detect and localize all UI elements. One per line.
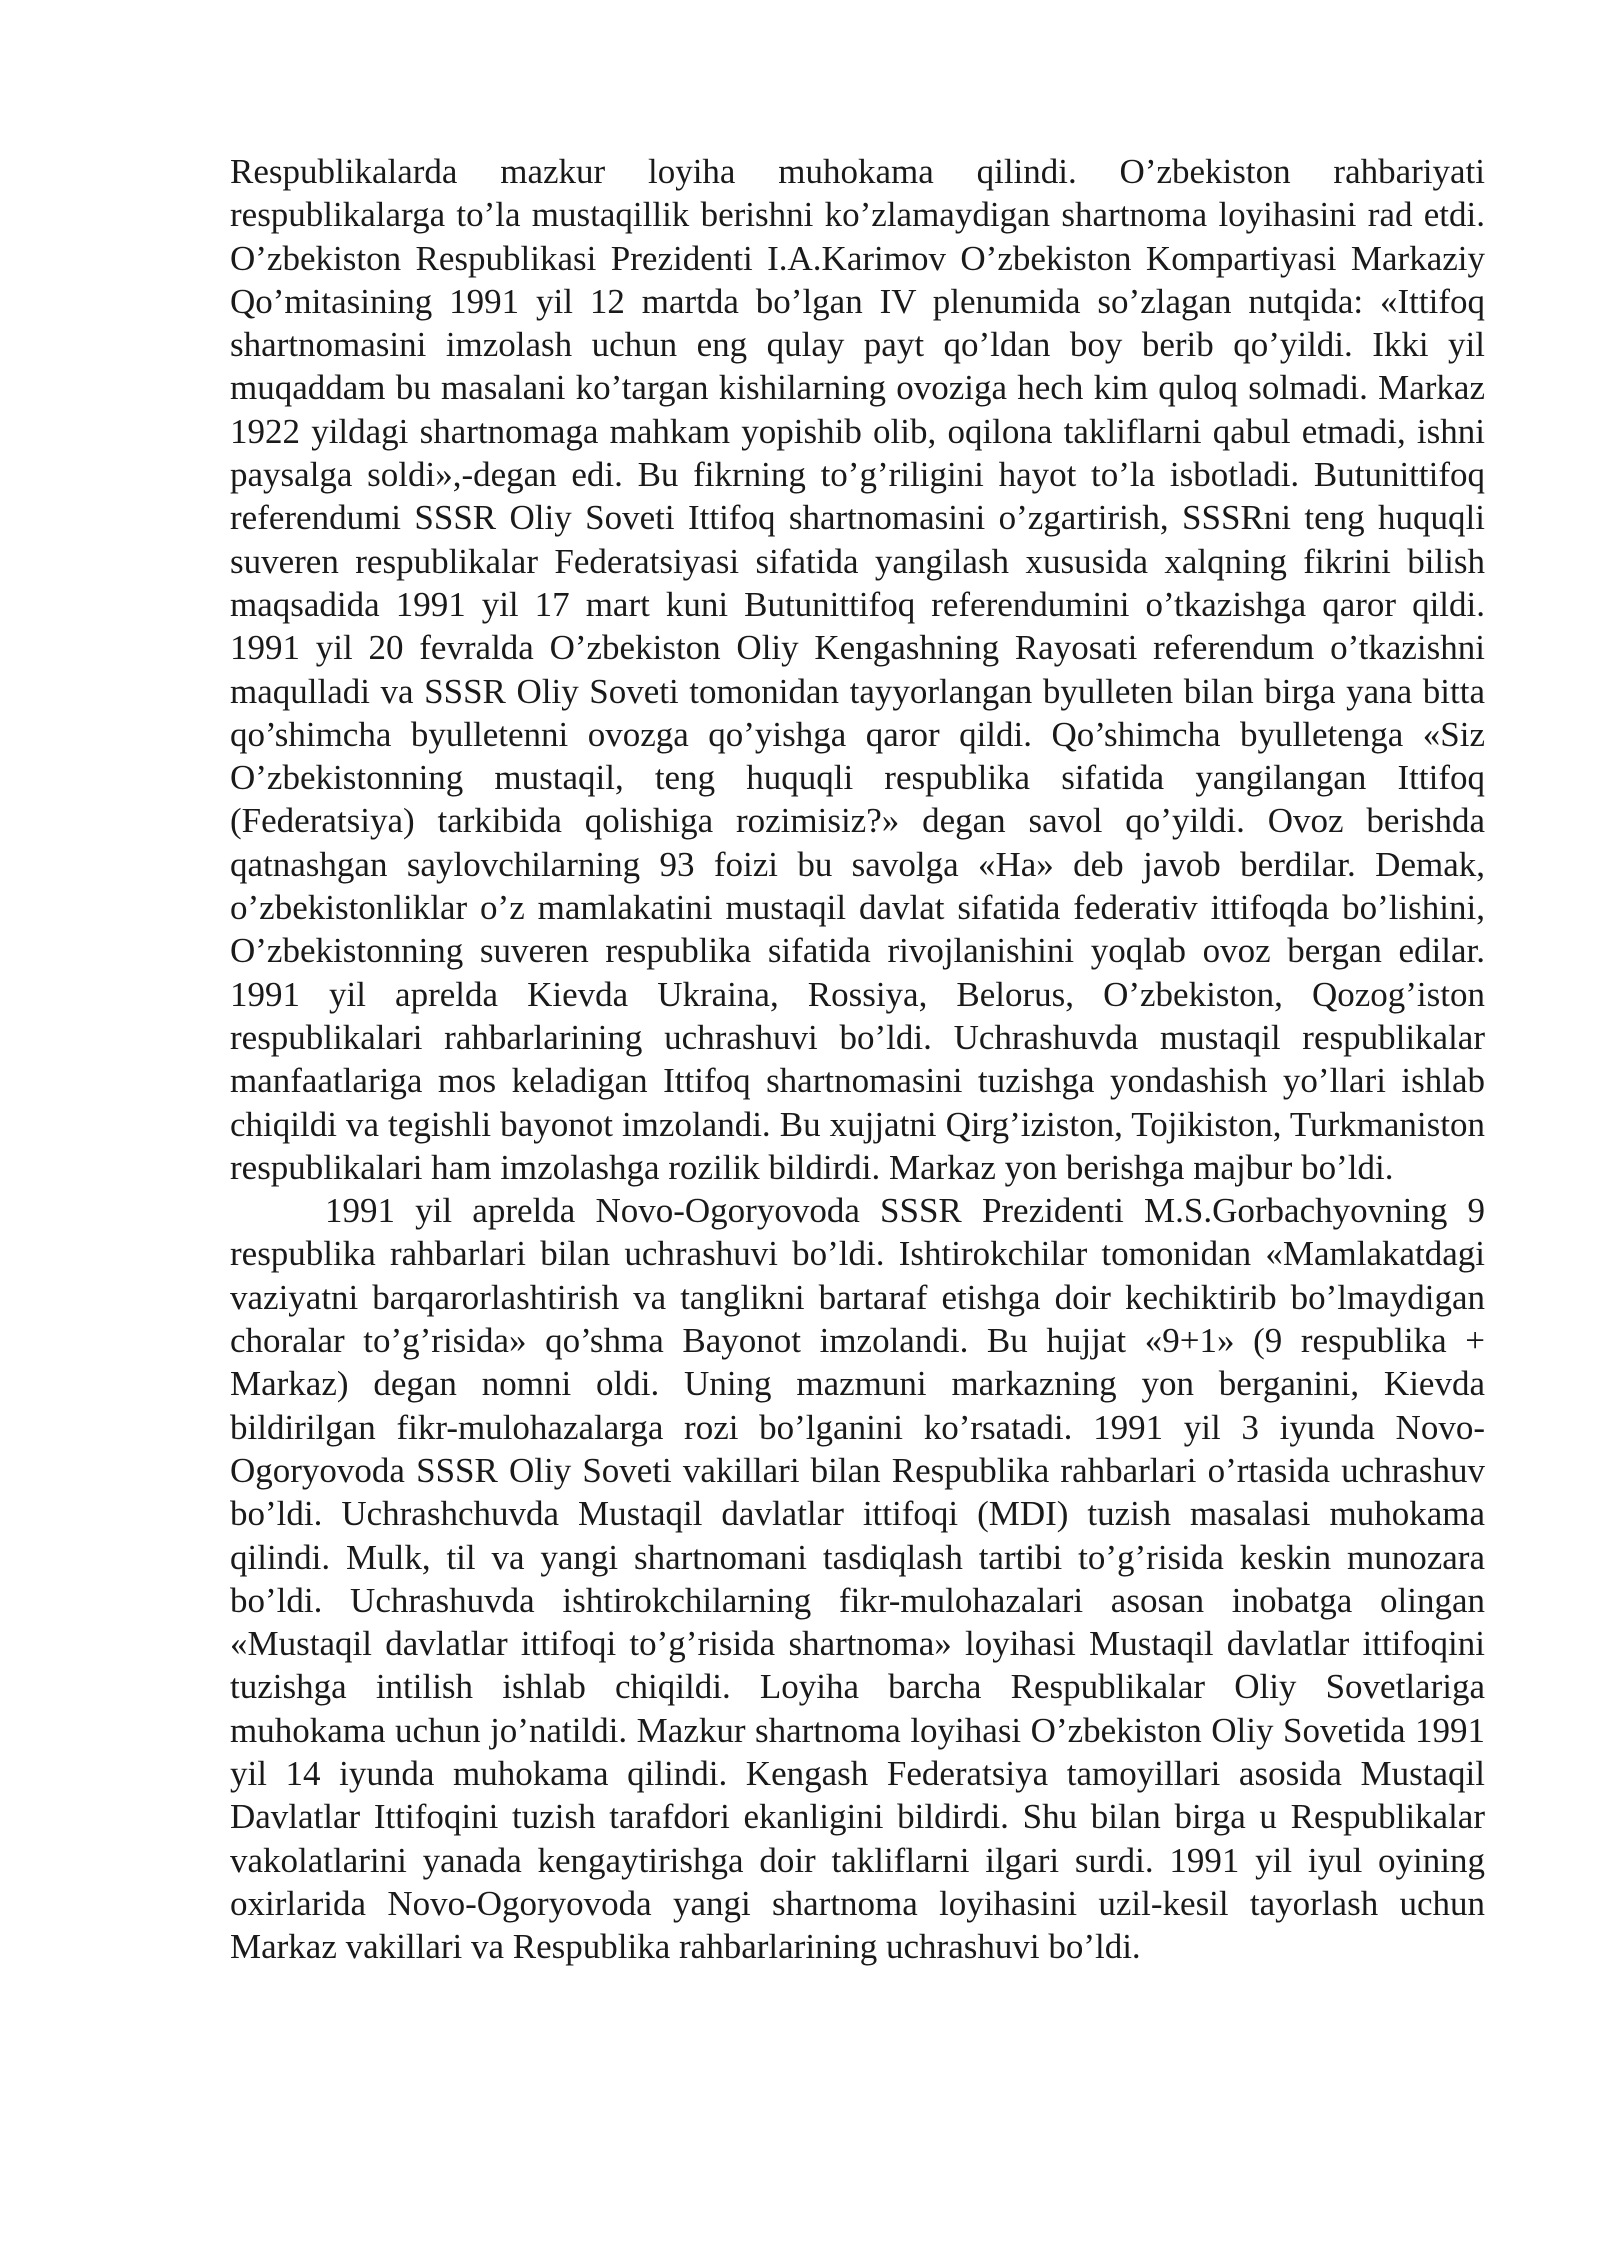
document-page [230, 150, 1485, 1968]
paragraph-referendum: Respublikalarda mazkur loyiha muhokama qilindi. O’zbekiston rahbariyati respublikalarga to’la mustaqillik berishni ko’zlamaydigan shartnoma loyihasini rad etdi. O’zbekiston Respublikasi Prezidenti I.A.Karimov O’zbekiston Kompartiyasi Markaziy Qo’mitasining 1991 yil 12 martda bo’lgan IV plenumida so’zlagan nutqida: «Ittifoq shartnomasini imzolash uchun eng qulay payt qo’ldan boy berib qo’yildi. Ikki yil muqaddam bu masalani ko’targan kishilarning ovoziga hech kim quloq solmadi. Markaz 1922 yildagi shartnomaga mahkam yopishib olib, oqilona takliflarni qabul etmadi, ishni paysalga soldi»,-degan edi. Bu fikrning to’g’riligini hayot to’la isbotladi. Butunittifoq referendumi SSSR Oliy Soveti Ittifoq shartnomasini o’zgartirish, SSSRni teng huquqli suveren respublikalar Federatsiyasi sifatida yangilash xususida xalqning fikrini bilish maqsadida 1991 yil 17 mart kuni Butunittifoq referendumini o’tkazishga qaror qildi. 1991 yil 20 fevralda O’zbekiston Oliy Kengashning Rayosati referendum o’tkazishni maqulladi va SSSR Oliy Soveti tomonidan tayyorlangan byulleten bilan birga yana bitta qo’shimcha byulletenni ovozga qo’yishga qaror qildi. Qo’shimcha byulletenga «Siz O’zbekistonning mustaqil, teng huquqli respublika sifatida yangilangan Ittifoq (Federatsiya) tarkibida qolishiga rozimisiz?» degan savol qo’yildi. Ovoz berishda qatnashgan saylovchilarning 93 foizi bu savolga «Ha» deb javob berdilar. Demak, o’zbekistonliklar o’z mamlakatini mustaqil davlat sifatida federativ ittifoqda bo’lishini, O’zbekistonning suveren respublika sifatida rivojlanishini yoqlab ovoz bergan edilar. 1991 yil aprelda Kievda Ukraina, Rossiya, Belorus, O’zbekiston, Qozog’iston respublikalari rahbarlarining uchrashuvi bo’ldi. Uchrashuvda mustaqil respublikalar manfaatlariga mos keladigan Ittifoq shartnomasini tuzishga yondashish yo’llari ishlab chiqildi va tegishli bayonot imzolandi. Bu xujjatni Qirg’iziston, Tojikiston, Turkmaniston respublikalari ham imzolashga rozilik bildirdi. Markaz yon berishga majbur bo’ldi. [230, 152, 1485, 1187]
paragraph-novo-ogoryovo: 1991 yil aprelda Novo-Ogoryovoda SSSR Prezidenti M.S.Gorbachyovning 9 respublika rahbarlari bilan uchrashuvi bo’ldi. Ishtirokchilar tomonidan «Mamlakatdagi vaziyatni barqarorlashtirish va tanglikni bartaraf etishga doir kechiktirib bo’lmaydigan choralar to’g’risida» qo’shma Bayonot imzolandi. Bu hujjat «9+1» (9 respublika + Markaz) degan nomni oldi. Uning mazmuni markazning yon berganini, Kievda bildirilgan fikr-mulohazalarga rozi bo’lganini ko’rsatadi. 1991 yil 3 iyunda Novo-Ogoryovoda SSSR Oliy Soveti vakillari bilan Respublika rahbarlari o’rtasida uchrashuv bo’ldi. Uchrashchuvda Mustaqil davlatlar ittifoqi (MDI) tuzish masalasi muhokama qilindi. Mulk, til va yangi shartnomani tasdiqlash tartibi to’g’risida keskin munozara bo’ldi. Uchrashuvda ishtirokchilarning fikr-mulohazalari asosan inobatga olingan «Mustaqil davlatlar ittifoqi to’g’risida shartnoma» loyihasi Mustaqil davlatlar ittifoqini tuzishga intilish ishlab chiqildi. Loyiha barcha Respublikalar Oliy Sovetlariga muhokama uchun jo’natildi. Mazkur shartnoma loyihasi O’zbekiston Oliy Sovetida 1991 yil 14 iyunda muhokama qilindi. Kengash Federatsiya tamoyillari asosida Mustaqil Davlatlar Ittifoqini tuzish tarafdori ekanligini bildirdi. Shu bilan birga u Respublikalar vakolatlarini yanada kengaytirishga doir takliflarni ilgari surdi. 1991 yil iyul oyining oxirlarida Novo-Ogoryovoda yangi shartnoma loyihasini uzil-kesil tayorlash uchun Markaz vakillari va Respublika rahbarlarining uchrashuvi bo’ldi. [230, 1191, 1485, 1967]
